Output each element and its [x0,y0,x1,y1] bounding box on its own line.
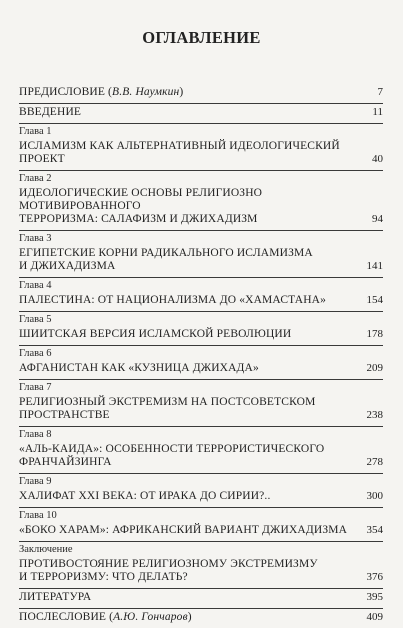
chapter-label: Глава 5 [19,314,52,325]
toc-entry [19,507,383,541]
entry-title [19,396,359,422]
toc-entry [19,311,383,345]
page-number: 300 [366,490,383,502]
chapter-label: Глава 6 [19,348,52,359]
toc-entry [19,379,383,426]
entry-title: АФГАНИСТАН КАК «КУЗНИЦА ДЖИХАДА» [19,362,259,374]
page-number: 40 [372,153,383,165]
chapter-label: Глава 7 [19,382,52,393]
entry-title-line: ИДЕОЛОГИЧЕСКИЕ ОСНОВЫ РЕЛИГИОЗНО МОТИВИРОВАННОГО [19,187,263,212]
entry-title: ХАЛИФАТ XXI ВЕКА: ОТ ИРАКА ДО СИРИИ?.. [19,490,271,502]
toc-entry [19,345,383,379]
page-number: 154 [366,294,383,306]
entry-title: ЛИТЕРАТУРА [19,591,92,603]
page-title: ОГЛАВЛЕНИЕ [142,28,261,47]
author-name: В.В. Наумкин [112,86,180,98]
toc-row [19,488,383,507]
toc-row [19,522,383,541]
chapter-label: Глава 10 [19,510,57,521]
toc-entry [19,588,383,608]
entry-title: ВВЕДЕНИЕ [19,106,82,118]
entry-title [19,443,359,469]
entry-title-line: И ТЕРРОРИЗМУ: ЧТО ДЕЛАТЬ? [19,571,188,583]
entry-title [19,611,359,624]
page-number: 278 [366,456,383,468]
entry-title-line: ПРОТИВОСТОЯНИЕ РЕЛИГИОЗНОМУ ЭКСТРЕМИЗМУ [19,558,318,570]
chapter-label: Глава 8 [19,429,52,440]
toc-entry [19,230,383,277]
entry-title-prefix: ПОСЛЕСЛОВИЕ ( [19,611,114,623]
page-number: 209 [366,362,383,374]
entry-title-line: ТЕРРОРИЗМА: САЛАФИЗМ И ДЖИХАДИЗМ [19,213,258,225]
toc-entry [19,123,383,170]
toc-entry [19,103,383,123]
toc-row [19,441,383,473]
entry-title-line: «АЛЬ-КАИДА»: ОСОБЕННОСТИ ТЕРРОРИСТИЧЕСКОГО [19,443,325,455]
chapter-label: Глава 2 [19,173,52,184]
entry-title: ПАЛЕСТИНА: ОТ НАЦИОНАЛИЗМА ДО «ХАМАСТАНА» [19,294,327,306]
entry-title [19,558,359,584]
toc-row [19,84,383,103]
toc-row [19,138,383,170]
page-number: 238 [366,409,383,421]
entry-title [19,86,359,99]
toc-entry [19,608,383,628]
chapter-label: Глава 1 [19,126,52,137]
toc-row [19,326,383,345]
toc-entry [19,426,383,473]
entry-title-line: ЕГИПЕТСКИЕ КОРНИ РАДИКАЛЬНОГО ИСЛАМИЗМА [19,247,313,259]
chapter-label: Глава 3 [19,233,52,244]
entry-title-prefix: ПРЕДИСЛОВИЕ ( [19,86,113,98]
page-number: 395 [366,591,383,603]
chapter-label: Заключение [19,544,73,555]
author-name: А.Ю. Гончаров [113,611,188,623]
toc-row [19,394,383,426]
toc-row [19,609,383,628]
toc-entry [19,277,383,311]
entry-title-line: ПРОСТРАНСТВЕ [19,409,110,421]
toc-entry [19,170,383,230]
toc-row [19,185,383,230]
page-number: 376 [366,571,383,583]
page-number: 94 [372,213,383,225]
entry-title [19,187,359,226]
toc-row [19,292,383,311]
toc-row [19,360,383,379]
entry-title-line: РЕЛИГИОЗНЫЙ ЭКСТРЕМИЗМ НА ПОСТСОВЕТСКОМ [19,396,316,408]
entry-title-suffix: ) [187,611,192,623]
toc-row [19,556,383,588]
chapter-label: Глава 4 [19,280,52,291]
entry-title-line: И ДЖИХАДИЗМА [19,260,116,272]
chapter-label: Глава 9 [19,476,52,487]
entry-title: ШИИТСКАЯ ВЕРСИЯ ИСЛАМСКОЙ РЕВОЛЮЦИИ [19,328,292,340]
toc-list [19,84,383,628]
entry-title-suffix: ) [179,86,184,98]
toc-row [19,589,383,608]
page-number: 11 [372,106,383,118]
toc-entry [19,473,383,507]
entry-title-line: ФРАНЧАЙЗИНГА [19,456,112,468]
page-number: 141 [366,260,383,272]
page-number: 354 [366,524,383,536]
page-number: 409 [366,611,383,623]
entry-title: ИСЛАМИЗМ КАК АЛЬТЕРНАТИВНЫЙ ИДЕОЛОГИЧЕСКИЙ ПРОЕКТ [19,140,340,165]
entry-title [19,247,359,273]
page-number: 7 [377,86,383,98]
entry-title: «БОКО ХАРАМ»: АФРИКАНСКИЙ ВАРИАНТ ДЖИХАДИЗМА [19,524,348,536]
toc-entry [19,84,383,103]
page-number: 178 [366,328,383,340]
toc-entry [19,541,383,588]
toc-row [19,245,383,277]
toc-row [19,104,383,123]
